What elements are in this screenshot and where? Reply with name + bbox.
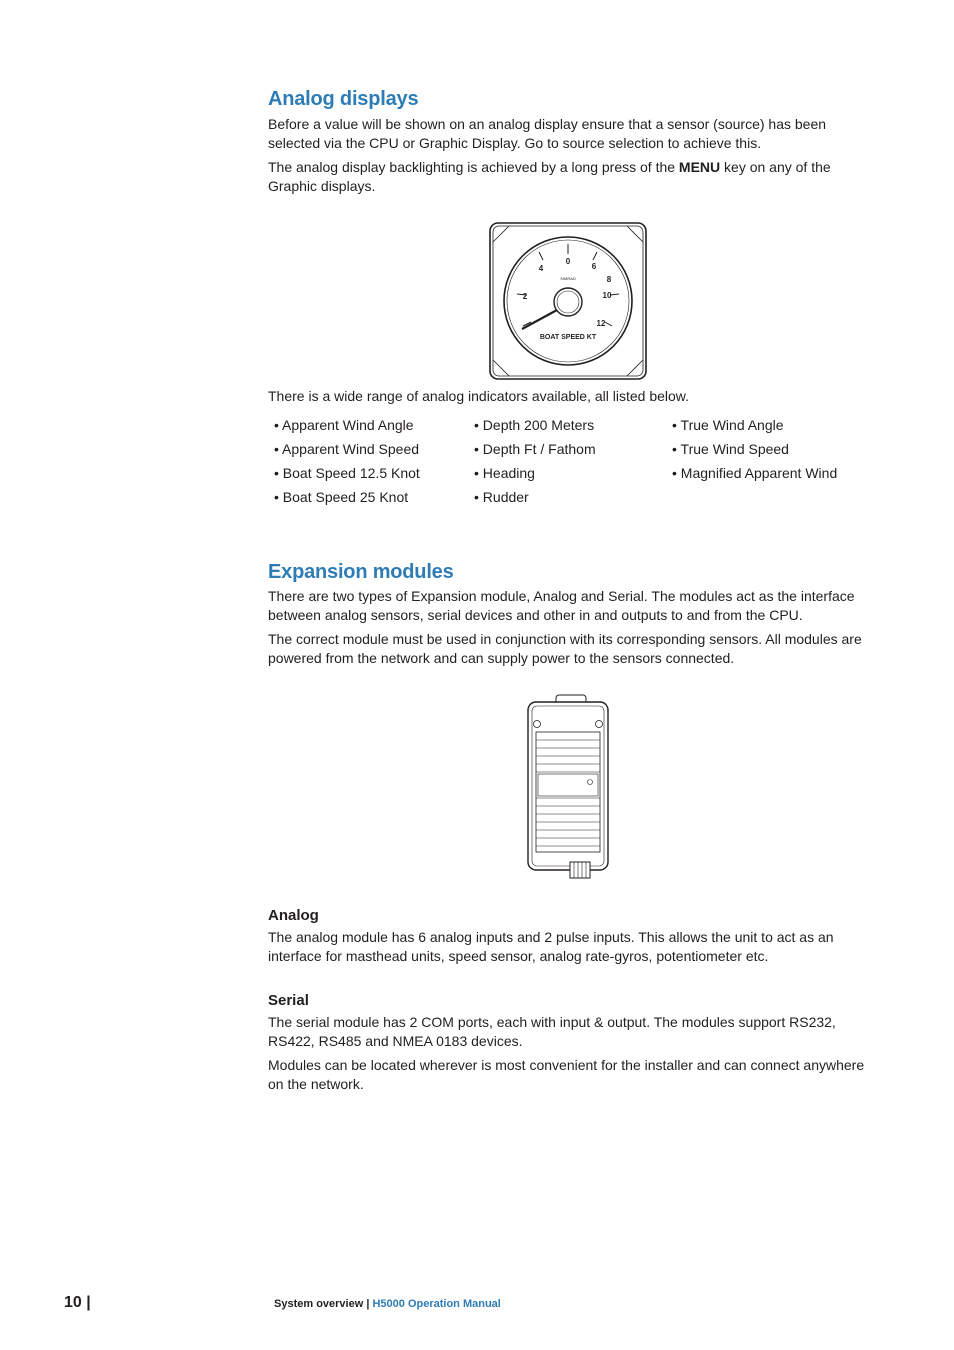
gauge-label: BOAT SPEED KT [539,334,597,341]
analog-displays-section [268,88,868,196]
gauge-tick-label: 10 [602,291,612,300]
list-item: • Magnified Apparent Wind [672,465,838,481]
expansion-modules-section [268,561,868,668]
paragraph: The analog module has 6 analog inputs and 2 pulse inputs. This allows the unit to act as an interface for masthead units, speed sensor, analog rate-gyros, potentiometer etc. [268,929,834,964]
list-item: • True Wind Angle [672,417,784,433]
gauge-brand: SIMRAD [560,276,576,281]
manual-title: H5000 Operation Manual [372,1298,501,1310]
list-item: • Boat Speed 25 Knot [274,489,409,505]
analog-gauge-illustration [489,222,647,380]
section-title: Analog displays [268,88,419,110]
gauge-tick-label: 6 [591,262,597,271]
expansion-module-illustration [524,694,612,882]
list-item: • Depth 200 Meters [474,417,595,433]
footer-running-title: System overview | H5000 Operation Manual [274,1298,501,1310]
paragraph: The analog display backlighting is achieved by a long press of the MENU key on any of the Graphic displays. [268,159,831,194]
gauge-tick-label: 4 [538,264,544,273]
page-number: 10 | [64,1294,91,1311]
paragraph: The serial module has 2 COM ports, each with input & output. The modules support RS232, RS422, RS485 and NMEA 0183 devices. [268,1014,836,1049]
subsection-title: Serial [268,992,309,1009]
list-item: • Heading [474,465,535,481]
list-intro: There is a wide range of analog indicators available, all listed below. [268,388,690,404]
subsection-title: Analog [268,907,319,924]
section-title: Expansion modules [268,561,454,583]
list-item: • Depth Ft / Fathom [474,441,596,457]
paragraph: The correct module must be used in conjunction with its corresponding sensors. All modules are powered from the network and can supply power to the sensors connected. [268,631,862,666]
gauge-tick-label: 0 [565,257,571,266]
serial-module-section [268,992,868,1094]
gauge-tick-label: 12 [596,319,606,328]
analog-module-section [268,907,868,966]
list-item: • Apparent Wind Speed [274,441,420,457]
list-item: • True Wind Speed [672,441,789,457]
gauge-tick-label: 8 [606,275,612,284]
list-item: • Rudder [474,489,529,505]
paragraph: Before a value will be shown on an analog display ensure that a sensor (source) has been selected via the CPU or Graphic Display. Go to source selection to achieve this. [268,116,827,151]
paragraph: Modules can be located wherever is most convenient for the installer and can connect anywhere on the network. [268,1057,865,1092]
list-item: • Boat Speed 12.5 Knot [274,465,420,481]
list-item: • Apparent Wind Angle [274,417,414,433]
paragraph: There are two types of Expansion module, Analog and Serial. The modules act as the interface between analog sensors, serial devices and other in and outputs to and from the CPU. [268,588,855,623]
gauge-tick-label: 2 [522,292,528,301]
menu-key: MENU [678,159,721,175]
